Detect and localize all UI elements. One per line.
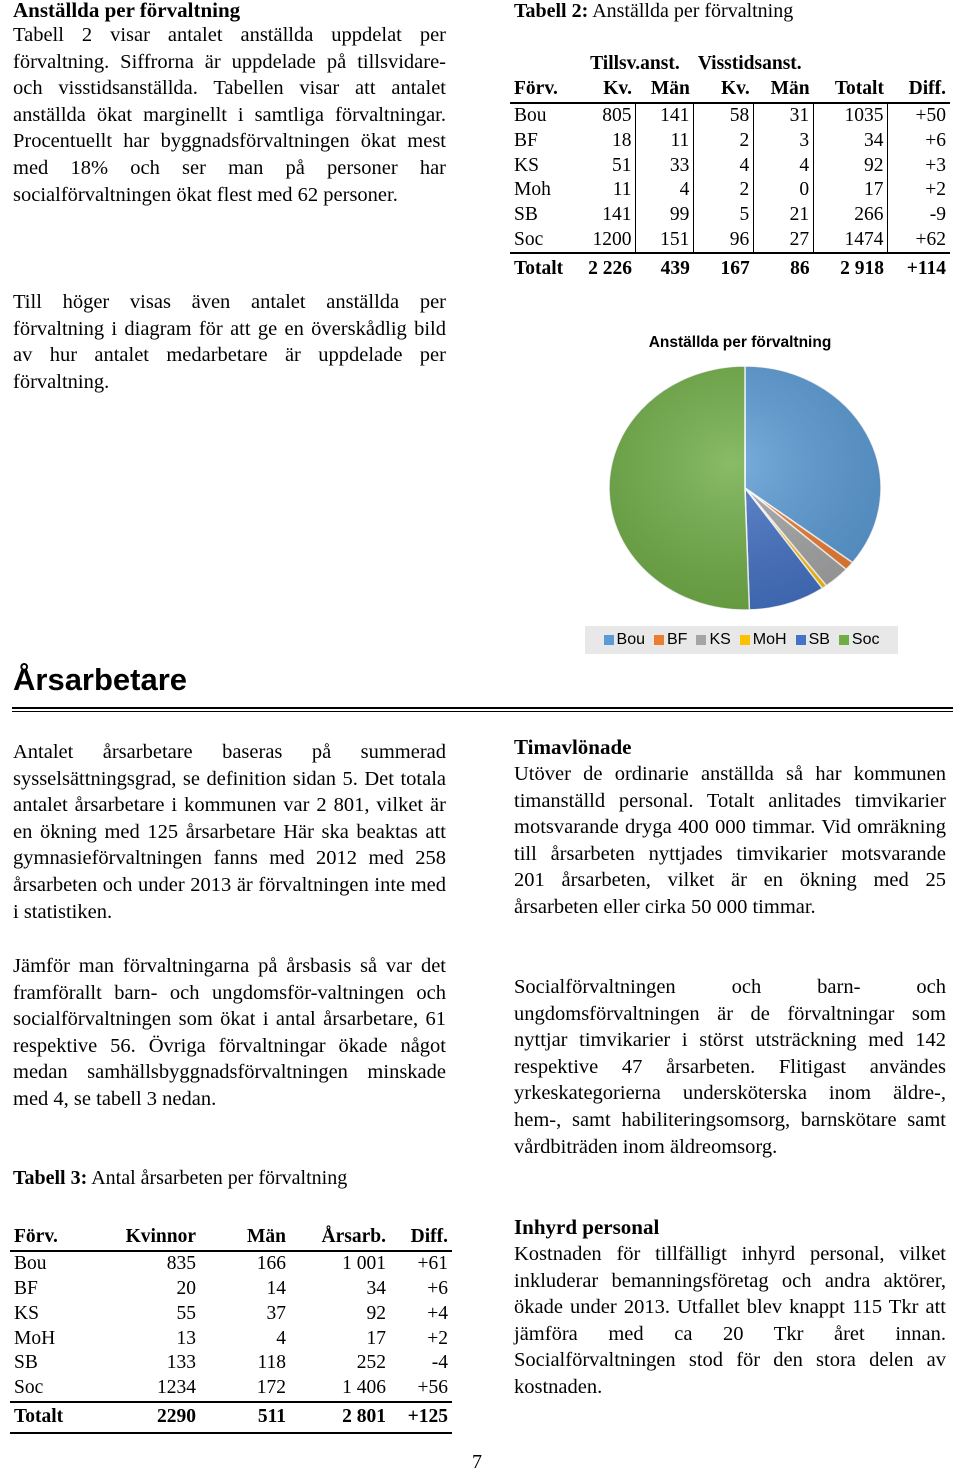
inhyrd-paragraph: Kostnaden för tillfälligt inhyrd personal, vilket inkluderar bemanningsföretag och andra aktörer, ökade under 2013. Utfallet blev knappt 115 Tkr att jämföra med ca 20 Tkr året innan. Socialförvaltningen stod för den stora delen av kostnaden. (514, 1243, 946, 1398)
table3-cell: +125 (407, 1406, 448, 1428)
pie-slice-soc (609, 366, 749, 610)
table2-cell: 1200 (576, 228, 636, 254)
table3-cell: KS (14, 1302, 39, 1324)
legend-item-soc (839, 631, 880, 649)
table3-cell: MoH (14, 1327, 56, 1349)
table3-cell: 2290 (157, 1406, 196, 1428)
table3-header: Kvinnor (125, 1226, 196, 1248)
table3-cell: 133 (166, 1352, 196, 1374)
table3-cell: 14 (266, 1277, 286, 1299)
table2-header: Män (650, 78, 690, 100)
table2-cell: 2 (694, 128, 754, 153)
table3-cell: +61 (417, 1253, 448, 1275)
table2-cell: KS (514, 154, 539, 176)
table2-cell: 167 (720, 257, 750, 279)
table2-cell: 1035 (814, 103, 888, 129)
table3-cell: BF (14, 1277, 38, 1299)
table3-row (10, 1326, 452, 1351)
legend-item-bf (654, 631, 687, 649)
section-rule (12, 707, 953, 709)
table2-group-header: Visstidsanst. (697, 53, 802, 75)
table2-cell: 5 (694, 203, 754, 228)
table2-cell: 2 (694, 178, 754, 203)
table2-cell: 33 (636, 153, 694, 178)
table3-header: Årsarb. (321, 1226, 386, 1248)
table3-header: Förv. (14, 1226, 58, 1248)
table2-header: Män (770, 78, 810, 100)
table2-header: Kv. (603, 78, 632, 100)
legend-swatch (696, 635, 706, 645)
table3-header: Diff. (410, 1226, 448, 1248)
table3-cell: 252 (356, 1352, 386, 1374)
table2-cell: 1474 (814, 228, 888, 254)
table3-cell: 20 (176, 1277, 196, 1299)
table3-cell: 172 (256, 1377, 286, 1399)
table2-cell: 2 226 (588, 257, 632, 279)
table2-caption-label: Tabell 2: (514, 0, 589, 22)
timavlonade-paragraph: Utöver de ordinarie anställda så har kommunen timanställd personal. Totalt anlitades timvikarier motsvarande dryga 400 000 timmar. Vid omräkning till årsarbeten nyttjades timvikarier motsvarande 201 årsarbeten, vilket är en ökning med 25 årsarbeten eller cirka 50 000 timmar. (514, 763, 946, 918)
section-heading-arsarbetare: Årsarbetare (13, 662, 188, 697)
table3-row (10, 1351, 452, 1376)
table2-cell: 3 (754, 128, 814, 153)
legend-item-ks (696, 631, 730, 649)
table3-cell: 92 (366, 1302, 386, 1324)
pie-chart (560, 360, 920, 620)
table3-row (10, 1277, 452, 1302)
table2-cell: 2 918 (840, 257, 884, 279)
table2-cell: 141 (576, 203, 636, 228)
table2-cell: BF (514, 129, 538, 151)
table2-cell: Totalt (514, 257, 564, 279)
table2-cell: 439 (660, 257, 690, 279)
table3-cell: +56 (417, 1377, 448, 1399)
table2-cell: 92 (814, 153, 888, 178)
legend-swatch (839, 635, 849, 645)
table2-cell: 58 (694, 103, 754, 129)
table2-cell: 4 (754, 153, 814, 178)
table3-total-row (10, 1402, 452, 1433)
table2-row (510, 103, 950, 129)
legend-swatch (740, 635, 750, 645)
table2-cell: 99 (636, 203, 694, 228)
table3-cell: +6 (427, 1277, 448, 1299)
table2-cell: 4 (636, 178, 694, 203)
table3-row (10, 1376, 452, 1402)
table3-cell: 835 (166, 1253, 196, 1275)
table2-cell: 11 (636, 128, 694, 153)
inhyrd-heading: Inhyrd personal (514, 1215, 660, 1239)
table2-cell: 11 (576, 178, 636, 203)
table2-total-row (510, 253, 950, 283)
table3-caption-label: Tabell 3: (13, 1167, 88, 1189)
chart-title: Anställda per förvaltning (648, 334, 832, 351)
legend-label: Soc (851, 631, 880, 648)
chart-legend (585, 626, 898, 654)
table3-cell: +2 (427, 1327, 448, 1349)
table2-cell: 266 (814, 203, 888, 228)
table2-cell: 21 (754, 203, 814, 228)
table3-cell: 17 (366, 1327, 386, 1349)
table3-cell: 34 (366, 1277, 386, 1299)
table3-caption-text: Antal årsarbeten per förvaltning (91, 1167, 348, 1189)
table2-row (510, 178, 950, 203)
table2-cell: 805 (576, 103, 636, 129)
table3-caption (13, 1167, 347, 1190)
table2-cell: 17 (814, 178, 888, 203)
section-rule-thin (12, 711, 953, 712)
table2-cell: 51 (576, 153, 636, 178)
table2-header: Förv. (514, 78, 558, 100)
section-heading-anstallda: Anställda per förvaltning (13, 0, 241, 22)
table3-cell: 511 (257, 1406, 286, 1428)
table3-header-row (10, 1225, 452, 1251)
table3-cell: 13 (176, 1327, 196, 1349)
table2-row (510, 228, 950, 254)
table2-header: Kv. (720, 78, 750, 100)
legend-label: BF (666, 631, 688, 648)
table2-cell: 18 (576, 128, 636, 153)
table2-cell: 141 (636, 103, 694, 129)
table3-row (10, 1301, 452, 1326)
table3-cell: +4 (427, 1302, 448, 1324)
table2-cell: 96 (694, 228, 754, 254)
table2-cell: +50 (915, 104, 946, 126)
table3-cell: Bou (14, 1253, 47, 1275)
table3-cell: 1 001 (342, 1253, 386, 1275)
anstallda-paragraph-2: Till höger visas även antalet anställda per förvaltning i diagram för att ge en överskådlig bild av hur antalet medarbetare är uppdelade per förvaltning. (13, 291, 446, 393)
table3-cell: 37 (266, 1302, 286, 1324)
table3-cell: 118 (257, 1352, 286, 1374)
table2-header: Diff. (908, 78, 946, 100)
table2-group-header-row (510, 52, 950, 77)
table2-cell: Bou (514, 104, 547, 126)
arsarbetare-paragraph-1: Antalet årsarbetare baseras på summerad sysselsättningsgrad, se definition sidan 5. Det totala antalet årsarbetare i kommunen var 2 801, vilket är en ökning med 125 årsarbetare Här ska beaktas att gymnasieförvaltningen fanns med 2012 med 258 årsarbeten och under 2013 är förvaltningen inte med i statistiken. (13, 741, 446, 923)
legend-label: Bou (616, 631, 645, 648)
table2-cell: 151 (636, 228, 694, 254)
table2-cell: SB (514, 204, 538, 226)
table3 (10, 1225, 452, 1434)
table2-cell: Soc (514, 228, 544, 250)
table3-cell: 55 (176, 1302, 196, 1324)
legend-label: KS (709, 631, 731, 648)
table2-caption (514, 0, 793, 23)
table2-row (510, 203, 950, 228)
table2-header-row (510, 77, 950, 103)
timavlonade-heading: Timavlönade (514, 735, 632, 759)
table2 (510, 52, 950, 283)
table2-row (510, 153, 950, 178)
table2-cell: +62 (915, 228, 946, 250)
table2-cell: -9 (929, 204, 946, 226)
page-number: 7 (472, 1451, 482, 1473)
table2-cell: 86 (790, 257, 810, 279)
table3-cell: 4 (276, 1327, 286, 1349)
legend-item-moh (740, 631, 787, 649)
table3-cell: 1 406 (342, 1377, 386, 1399)
table3-cell: 2 801 (342, 1406, 386, 1428)
table2-row (510, 128, 950, 153)
legend-item-sb (796, 631, 830, 649)
legend-label: MoH (752, 631, 787, 648)
arsarbetare-paragraph-2: Jämför man förvaltningarna på årsbasis så var det framförallt barn- och ungdomsför-valtningen och socialförvaltningen som ökat i antal årsarbetare, 61 respektive 56. Övriga förvaltningar ökade något medan samhällsbyggnadsförvaltningen minskade med 4, se tabell 3 nedan. (13, 955, 446, 1110)
legend-swatch (654, 635, 664, 645)
table2-cell: +6 (925, 129, 946, 151)
legend-swatch (604, 635, 614, 645)
table2-caption-text: Anställda per förvaltning (592, 0, 794, 22)
table2-cell: +3 (925, 154, 946, 176)
table2-cell: Moh (514, 179, 551, 201)
table2-cell: 27 (754, 228, 814, 254)
table3-cell: Totalt (14, 1406, 64, 1428)
table3-header: Män (247, 1226, 286, 1248)
table3-cell: SB (14, 1352, 38, 1374)
table3-cell: 166 (256, 1253, 286, 1275)
legend-item-bou (604, 631, 645, 649)
anstallda-paragraph-1: Tabell 2 visar antalet anställda uppdelat per förvaltning. Siffrorna är uppdelade på tillsvidare- och visstidsanställda. Tabellen visar att antalet anställda ökat marginellt i samtliga förvaltningar. Procentuellt har byggnadsförvaltningen ökat mest med 18% och ser man på personer har socialförvaltningen ökat flest med 62 personer. (13, 24, 446, 206)
legend-swatch (796, 635, 806, 645)
table2-cell: 34 (814, 128, 888, 153)
table2-cell: 31 (754, 103, 814, 129)
table2-cell: +114 (906, 257, 946, 279)
table3-row (10, 1251, 452, 1277)
social-paragraph: Socialförvaltningen och barn- och ungdomsförvaltningen är de förvaltningar som nyttjar timvikarier i störst utsträckning med 142 respektive 47 årsarbeten. Flitigast användes yrkeskategorierna undersköterska inom äldre-, hem-, samt habiliteringsomsorg, barnskötare samt vårdbiträden inom äldreomsorg. (514, 976, 946, 1158)
table2-group-header: Tillsv.anst. (590, 53, 680, 75)
legend-label: SB (808, 631, 830, 648)
table3-cell: Soc (14, 1377, 44, 1399)
table2-cell: 0 (754, 178, 814, 203)
table2-cell: 4 (694, 153, 754, 178)
table3-cell: 1234 (157, 1377, 196, 1399)
table2-cell: +2 (925, 179, 946, 201)
table2-header: Totalt (834, 78, 884, 100)
table3-cell: -4 (431, 1352, 448, 1374)
